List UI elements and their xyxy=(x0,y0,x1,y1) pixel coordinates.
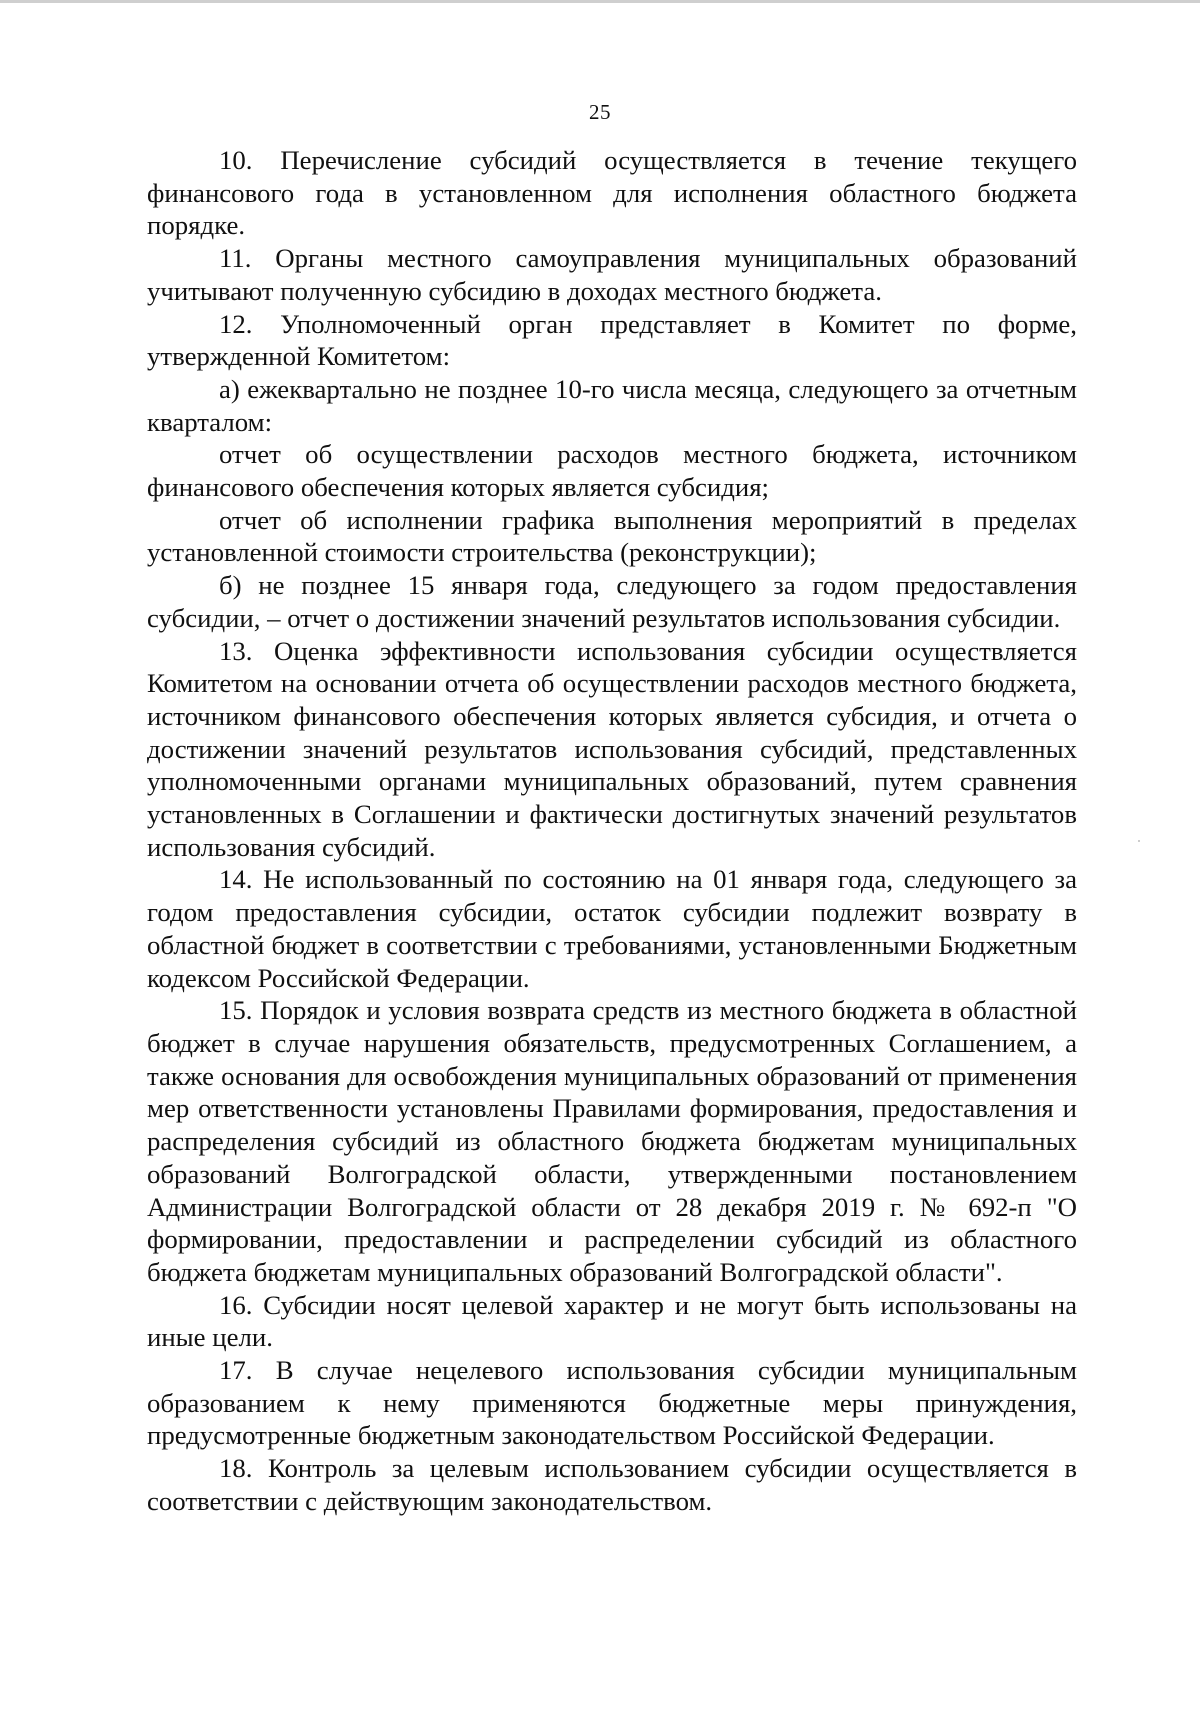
paragraph-14: 14. Не использованный по состоянию на 01 января года, следующего за годом предоставления субсидии, остаток субсидии подлежит возврату в областной бюджет в соответствии с требованиями, установленными Бюджетным кодексом Российской Федерации. xyxy=(147,864,1077,993)
paragraph-12-a: а) ежеквартально не позднее 10-го числа месяца, следующего за отчетным кварталом: xyxy=(147,373,1077,437)
document-body xyxy=(147,144,1077,1518)
paragraph-12-a-report-schedule: отчет об исполнении графика выполнения мероприятий в пределах установленной стоимости строительства (реконструкции); xyxy=(147,504,1077,568)
paragraph-12: 12. Уполномоченный орган представляет в Комитет по форме, утвержденной Комитетом: xyxy=(147,308,1077,372)
paragraph-18: 18. Контроль за целевым использованием субсидии осуществляется в соответствии с действующим законодательством. xyxy=(147,1453,1077,1516)
scan-speck xyxy=(1138,840,1140,842)
paragraph-17: 17. В случае нецелевого использования субсидии муниципальным образованием к нему применяются бюджетные меры принуждения, предусмотренные бюджетным законодательством Российской Федерации. xyxy=(147,1355,1077,1451)
paragraph-13: 13. Оценка эффективности использования субсидии осуществляется Комитетом на основании отчета об осуществлении расходов местного бюджета, источником финансового обеспечения которых является субсидия, и отчета о достижении значений результатов использования субсидий, представленных уполномоченными органами муниципальных образований, путем сравнения установленных в Соглашении и фактически достигнутых значений результатов использования субсидий. xyxy=(147,635,1077,862)
paragraph-11: 11. Органы местного самоуправления муниципальных образований учитывают полученную субсидию в доходах местного бюджета. xyxy=(147,243,1077,306)
paragraph-15: 15. Порядок и условия возврата средств из местного бюджета в областной бюджет в случае нарушения обязательств, предусмотренных Соглашением, а также основания для освобождения муниципальных образований от применения мер ответственности установлены Правилами формирования, предоставления и распределения субсидий из областного бюджета бюджетам муниципальных образований Волгоградской области, утвержденными постановлением Администрации Волгоградской области от 28 декабря 2019 г. № 692-п "О формировании, предоставлении и распределении субсидий из областного бюджета бюджетам муниципальных образований Волгоградской области". xyxy=(147,995,1077,1287)
paragraph-16: 16. Субсидии носят целевой характер и не могут быть использованы на иные цели. xyxy=(147,1289,1077,1353)
paragraph-12-b: б) не позднее 15 января года, следующего за годом предоставления субсидии, – отчет о достижении значений результатов использования субсидии. xyxy=(147,570,1077,633)
page-number: 25 xyxy=(589,100,611,124)
paragraph-10: 10. Перечисление субсидий осуществляется в течение текущего финансового года в установленном для исполнения областного бюджета порядке. xyxy=(147,145,1077,241)
paragraph-12-a-report-expenses: отчет об осуществлении расходов местного бюджета, источником финансового обеспечения которых является субсидия; xyxy=(147,439,1077,503)
scan-top-edge xyxy=(0,0,1200,3)
